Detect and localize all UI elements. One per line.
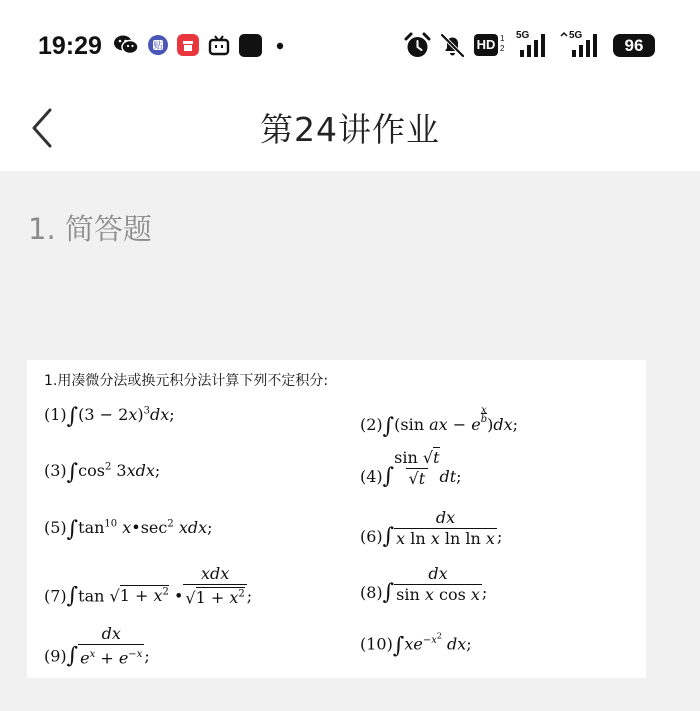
problem-10: $(10)\int xe^{-x^2}$ dx; <box>360 632 472 659</box>
integral-sign: ∫ <box>382 464 395 489</box>
problem-number: (1) <box>44 405 67 424</box>
question-type-label: 1. 简答题 <box>28 212 152 246</box>
wechat-icon <box>113 34 139 56</box>
problem-number: (7) <box>44 586 67 606</box>
problem-number: (8) <box>360 583 383 602</box>
integral-sign: ∫ <box>66 460 79 485</box>
signal-1-label: 5G <box>516 30 530 41</box>
problem-5: $(5)\int\tan^{10}$ $x•\sec^2$ xdx; <box>44 517 213 542</box>
integral-sign: ∫ <box>382 580 395 605</box>
problem-9: $(9)\int\frac{dx}{e^x + e^{-x}}$; <box>44 624 150 669</box>
problem-number: (3) <box>44 461 67 480</box>
integral-sign: ∫ <box>66 583 79 609</box>
problem-8: $(8)\int\frac{dx}{\text{sin x cos x}}$; <box>360 564 488 605</box>
tieba-icon <box>147 34 169 56</box>
battery-indicator <box>613 34 655 57</box>
problem-1: $(1)\int(3 - 2x)^3dx$; <box>44 404 175 429</box>
problem-2: (2)∫(sin ax − $e^{x b})dx$; <box>360 405 519 439</box>
problem-6: $(6)\int\frac{dx}{\text{x ln x ln ln x}}$; <box>360 508 503 549</box>
chevron-left-icon[interactable] <box>26 104 60 152</box>
page-title: 第24讲作业 <box>260 110 440 149</box>
status-time: 19:29 <box>38 32 102 60</box>
signal-2-label: 5G <box>569 30 583 41</box>
problem-3: $(3)\int\cos^2$ 3xdx; <box>44 460 161 485</box>
problem-7: (7)∫tan $√1 + x^2$ •xdx $√1 + x^2$ ; <box>44 564 253 609</box>
hd-label: HD <box>476 37 496 52</box>
signal-5g-icon <box>516 30 552 60</box>
question-image[interactable] <box>27 360 646 678</box>
problem-4: $(4)\int\frac{\sin √t}{√t}dt$; <box>360 448 462 489</box>
svg-text:贴: 贴 <box>153 41 163 52</box>
lottery-app-icon <box>176 33 200 57</box>
problem-number: (6) <box>360 527 383 546</box>
nav-bar <box>0 86 700 171</box>
black-square-app-icon <box>239 34 262 57</box>
problem-number: (4) <box>360 467 383 486</box>
problem-number: (10) <box>360 634 393 654</box>
muted-bell-icon <box>439 32 466 59</box>
problem-number: (5) <box>44 518 67 537</box>
integral-sign: ∫ <box>382 414 395 439</box>
signal-5g-2-icon <box>560 30 604 60</box>
alarm-icon <box>404 32 431 59</box>
status-bar <box>0 0 700 86</box>
integral-sign: ∫ <box>392 633 405 659</box>
battery-level: 96 <box>624 36 644 55</box>
problem-number: (9) <box>44 646 67 666</box>
integral-sign: ∫ <box>66 404 79 429</box>
more-dot-icon <box>276 42 284 50</box>
integral-sign: ∫ <box>66 643 79 669</box>
hd-sim-numbers: 1 2 <box>500 34 505 53</box>
hd-volte-icon <box>474 34 508 58</box>
question-instruction: 1.用凑微分法或换元积分法计算下列不定积分: <box>44 373 329 389</box>
integral-sign: ∫ <box>66 517 79 542</box>
bilibili-tv-icon <box>208 34 230 56</box>
problem-number: (2) <box>360 415 383 434</box>
integral-sign: ∫ <box>382 524 395 549</box>
